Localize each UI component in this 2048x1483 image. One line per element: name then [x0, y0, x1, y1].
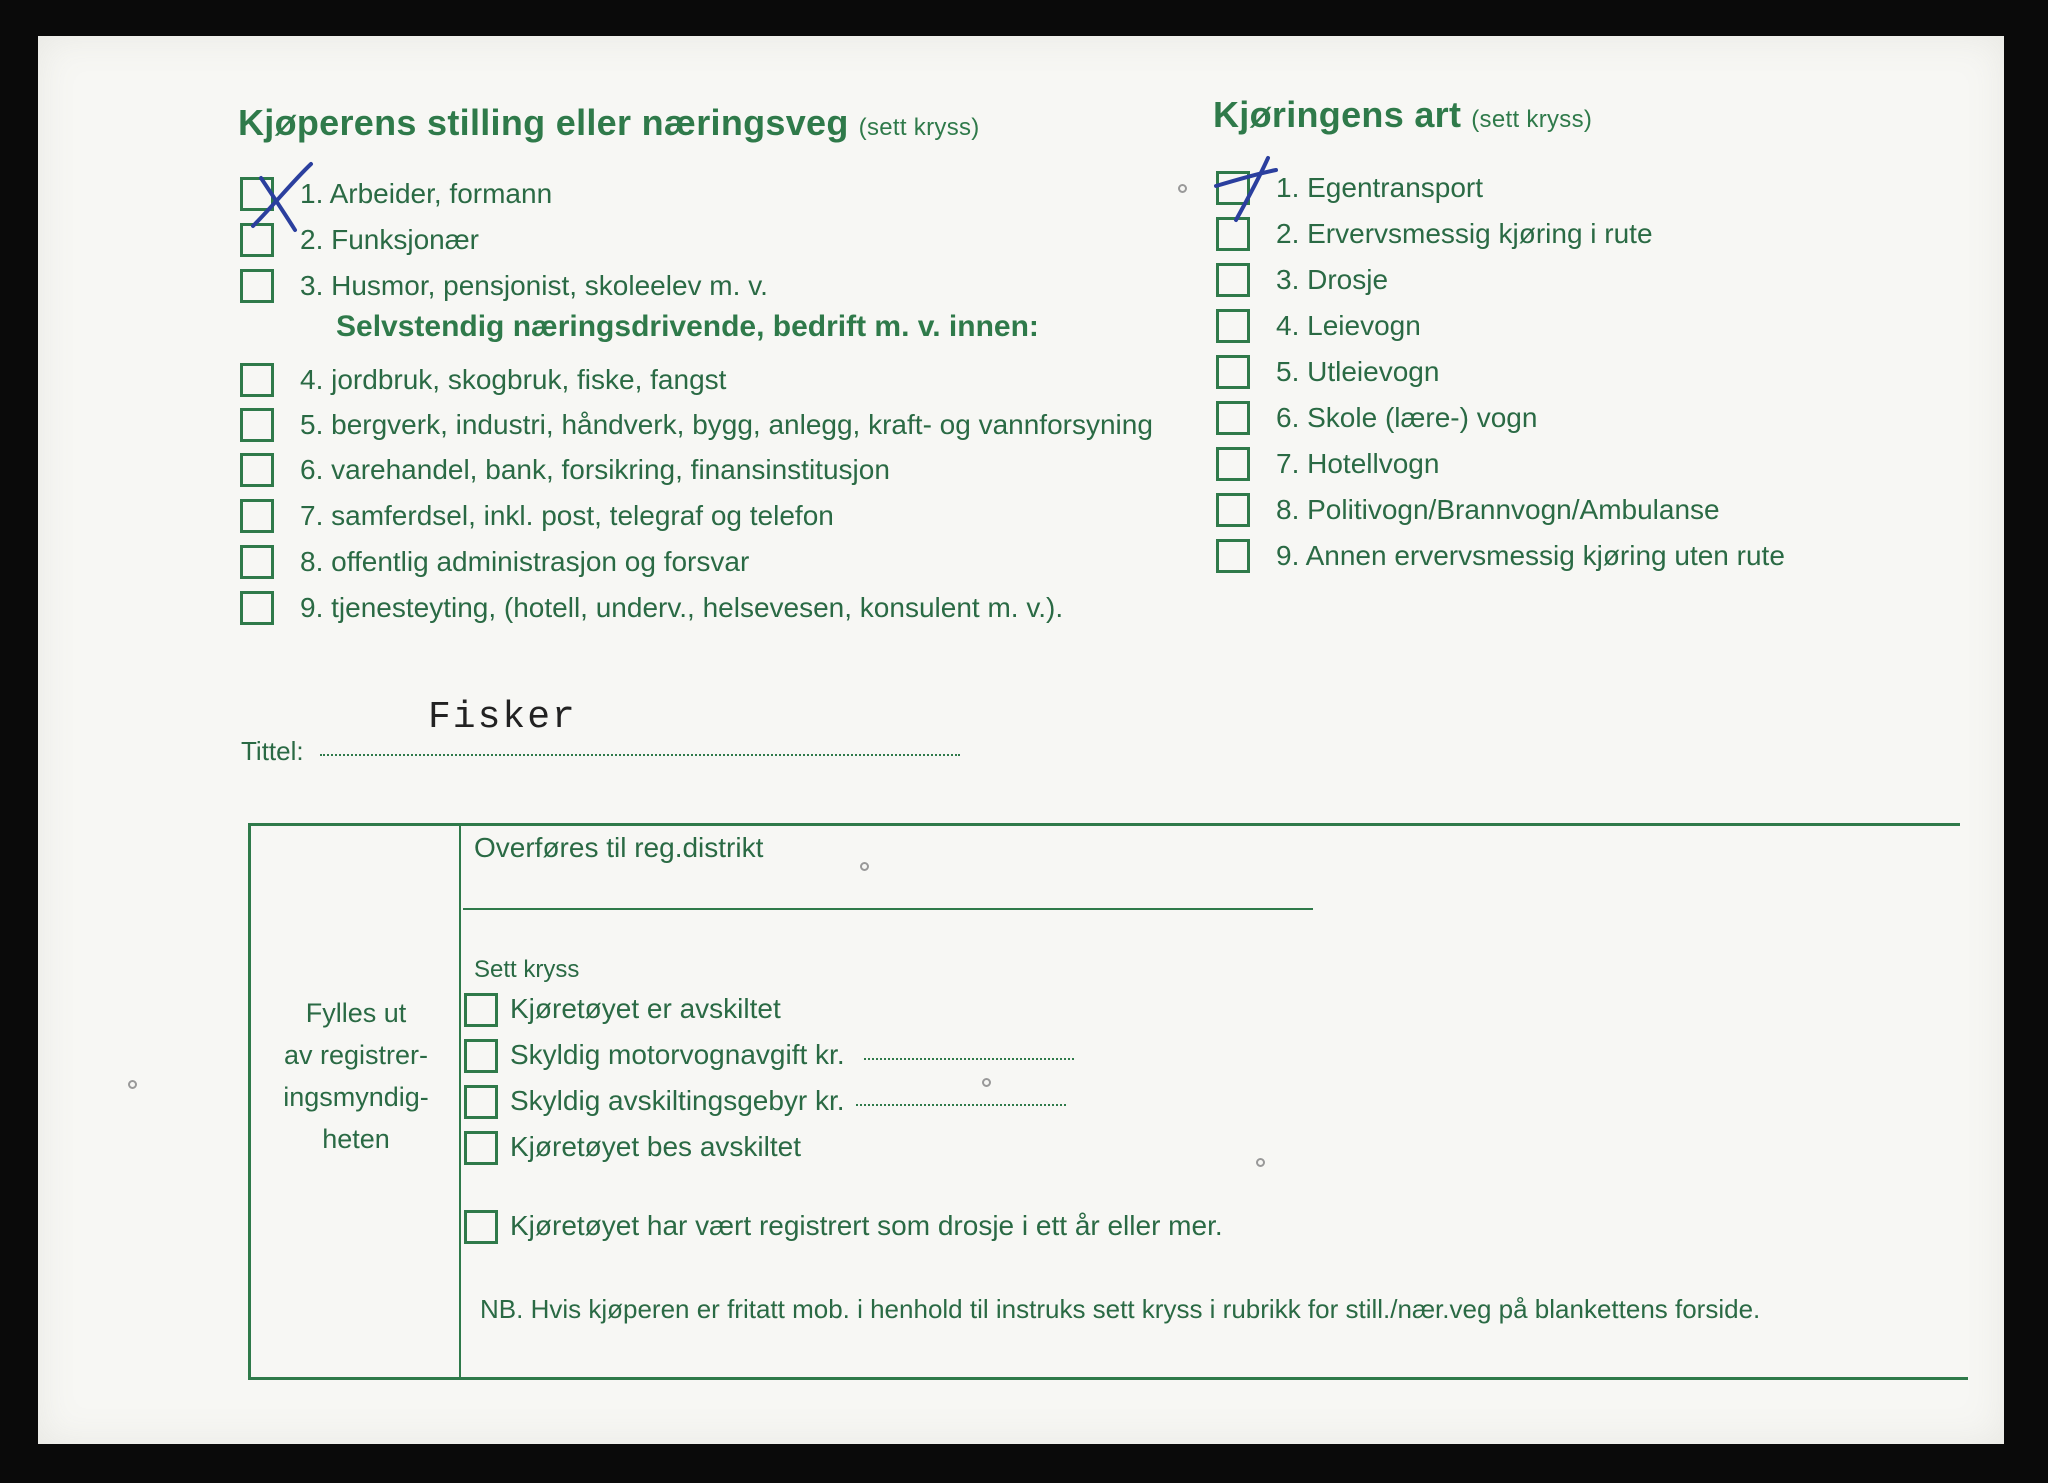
registry-sidebar-text [256, 992, 456, 1160]
paper-speck [860, 862, 869, 871]
checkbox-registry-3[interactable] [464, 1085, 498, 1119]
registry-option-4[interactable] [464, 1127, 1364, 1167]
left-item-2[interactable] [240, 220, 1040, 260]
right-item-9[interactable] [1216, 536, 1916, 576]
nb-note: NB. Hvis kjøperen er fritatt mob. i henhold til instruks sett kryss i rubrikk for still./nær.veg på blankettens forside. [480, 1294, 1761, 1324]
left-item-label: 3. Husmor, pensjonist, skoleelev m. v. [300, 270, 768, 301]
checkbox-right-4[interactable] [1216, 309, 1250, 343]
checkbox-left-5[interactable] [240, 408, 274, 442]
left-title-text: Kjøperens stilling eller næringsveg [238, 102, 849, 143]
registry-option-1[interactable] [464, 989, 1364, 1029]
sett-kryss-text: Sett kryss [474, 956, 580, 983]
registry-box-divider [459, 823, 461, 1380]
left-item-6[interactable] [240, 450, 1240, 490]
left-item-label: 1. Arbeider, formann [300, 178, 553, 209]
right-title-note: (sett kryss) [1471, 106, 1593, 133]
registry-option-2[interactable] [464, 1035, 1364, 1075]
tittel-line [320, 754, 960, 756]
left-section-title [238, 102, 980, 144]
right-section-title [1213, 94, 1592, 136]
checkbox-left-1[interactable] [240, 177, 274, 211]
checkbox-registry-2[interactable] [464, 1039, 498, 1073]
checkbox-right-8[interactable] [1216, 493, 1250, 527]
checkbox-right-2[interactable] [1216, 217, 1250, 251]
left-item-3[interactable] [240, 266, 1040, 306]
left-item-label: 9. tjenesteyting, (hotell, underv., helsevesen, konsulent m. v.). [300, 592, 1064, 623]
checkbox-right-9[interactable] [1216, 539, 1250, 573]
paper-speck [128, 1080, 137, 1089]
checkbox-left-4[interactable] [240, 363, 274, 397]
checkbox-registry-5[interactable] [464, 1210, 498, 1244]
registry-option-label: Kjøretøyet er avskiltet [510, 993, 781, 1024]
left-item-label: 4. jordbruk, skogbruk, fiske, fangst [300, 364, 727, 395]
avskiltingsgebyr-amount-line[interactable] [856, 1104, 1066, 1106]
left-item-5[interactable] [240, 405, 1240, 445]
left-item-7[interactable] [240, 496, 1240, 536]
checkbox-right-1[interactable] [1216, 171, 1250, 205]
right-item-label: 8. Politivogn/Brannvogn/Ambulanse [1276, 494, 1720, 525]
right-title-text: Kjøringens art [1213, 94, 1462, 135]
right-item-label: 4. Leievogn [1276, 310, 1421, 341]
right-item-2[interactable] [1216, 214, 1916, 254]
right-item-1[interactable] [1216, 168, 1916, 208]
sett-kryss-label [474, 950, 774, 990]
registry-option-label: Kjøretøyet har vært registrert som drosje i ett år eller mer. [510, 1210, 1223, 1241]
right-item-5[interactable] [1216, 352, 1916, 392]
registry-box-left-border [248, 823, 251, 1380]
paper-speck [1256, 1158, 1265, 1167]
right-item-label: 9. Annen ervervsmessig kjøring uten rute [1276, 540, 1785, 571]
left-item-label: 6. varehandel, bank, forsikring, finansinstitusjon [300, 454, 890, 485]
sidebar-line: ingsmyndig- [283, 1082, 429, 1112]
left-item-9[interactable] [240, 588, 1240, 628]
registry-option-3[interactable] [464, 1081, 1364, 1121]
checkbox-left-2[interactable] [240, 223, 274, 257]
right-item-label: 2. Ervervsmessig kjøring i rute [1276, 218, 1653, 249]
registry-option-5[interactable] [464, 1206, 1464, 1246]
registry-box-bottom-border [248, 1377, 1968, 1380]
right-item-3[interactable] [1216, 260, 1916, 300]
right-item-label: 6. Skole (lære-) vogn [1276, 402, 1538, 433]
transfer-label-text: Overføres til reg.distrikt [474, 832, 764, 863]
sidebar-line: av registrer- [283, 1040, 429, 1070]
checkbox-right-7[interactable] [1216, 447, 1250, 481]
sidebar-line: Fylles ut [305, 998, 407, 1028]
registry-option-label: Skyldig motorvognavgift kr. [510, 1039, 845, 1070]
checkbox-registry-1[interactable] [464, 993, 498, 1027]
left-item-8[interactable] [240, 542, 1240, 582]
right-item-label: 1. Egentransport [1276, 172, 1484, 203]
form-sheet [38, 36, 2004, 1444]
checkbox-left-3[interactable] [240, 269, 274, 303]
checkbox-right-6[interactable] [1216, 401, 1250, 435]
checkbox-left-9[interactable] [240, 591, 274, 625]
checkbox-registry-4[interactable] [464, 1131, 498, 1165]
motorvognavgift-amount-line[interactable] [864, 1058, 1074, 1060]
left-title-note: (sett kryss) [858, 114, 980, 141]
left-item-label: 7. samferdsel, inkl. post, telegraf og telefon [300, 500, 834, 531]
registry-option-label: Skyldig avskiltingsgebyr kr. [510, 1085, 845, 1116]
checkbox-left-8[interactable] [240, 545, 274, 579]
right-item-8[interactable] [1216, 490, 1916, 530]
checkbox-left-7[interactable] [240, 499, 274, 533]
self-employed-subheading: Selvstendig næringsdrivende, bedrift m. v. innen: [336, 310, 1039, 343]
right-item-6[interactable] [1216, 398, 1916, 438]
registry-box-top-border [248, 823, 1960, 826]
tittel-value[interactable]: Fisker [428, 696, 577, 739]
left-item-label: 2. Funksjonær [300, 224, 479, 255]
checkbox-left-6[interactable] [240, 453, 274, 487]
transfer-label [474, 828, 1174, 868]
left-item-4[interactable] [240, 360, 1240, 400]
left-item-1[interactable] [240, 174, 1040, 214]
checkbox-right-3[interactable] [1216, 263, 1250, 297]
tittel-label: Tittel: [241, 736, 304, 766]
left-item-label: 5. bergverk, industri, håndverk, bygg, anlegg, kraft- og vannforsyning [300, 409, 1153, 440]
transfer-input-line[interactable] [463, 908, 1313, 910]
right-item-label: 7. Hotellvogn [1276, 448, 1440, 479]
registry-option-label: Kjøretøyet bes avskiltet [510, 1131, 801, 1162]
right-item-4[interactable] [1216, 306, 1916, 346]
paper-speck [982, 1078, 991, 1087]
right-item-label: 5. Utleievogn [1276, 356, 1440, 387]
paper-speck [1178, 184, 1187, 193]
checkbox-right-5[interactable] [1216, 355, 1250, 389]
left-item-label: 8. offentlig administrasjon og forsvar [300, 546, 750, 577]
sidebar-line: heten [322, 1124, 390, 1154]
right-item-7[interactable] [1216, 444, 1916, 484]
right-item-label: 3. Drosje [1276, 264, 1389, 295]
